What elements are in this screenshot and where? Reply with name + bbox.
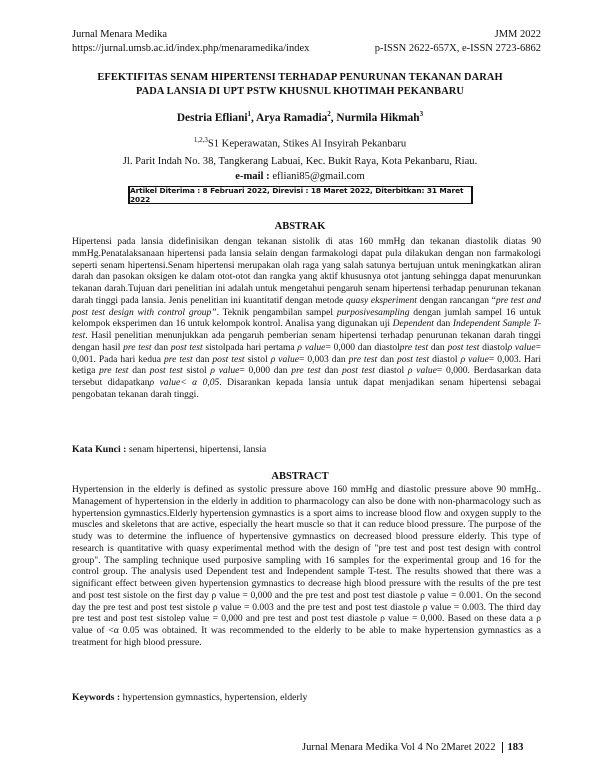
page-number: 183 <box>507 742 524 753</box>
abstrak-text: . Teknik pengambilan sampel <box>216 306 337 318</box>
abstrak-italic: ρ value <box>507 341 536 353</box>
abstrak-italic: pre test <box>123 341 152 353</box>
journal-date: JMM 2022 <box>494 29 541 40</box>
email-label: e-mail : <box>235 171 270 182</box>
footer-divider <box>502 742 503 753</box>
affiliation-sup: 1,2,3 <box>193 136 208 144</box>
article-dates: Artikel Diterima : 8 Februari 2022, Direvisi : 18 Maret 2022, Diterbitkan: 31 Maret 2022 <box>130 186 464 204</box>
keywords-label: Keywords : <box>72 692 121 703</box>
page-footer <box>302 742 523 753</box>
affiliation <box>60 132 540 170</box>
abstrak-text: . Hasil penelitian menunjukkan ada pengaruh pemberian senam hipertensi terhadap penurunan tekanan darah tinggi dengan hasil <box>72 330 541 353</box>
abstrak-italic: post test <box>212 353 245 365</box>
abstrak-italic: post test <box>170 341 203 353</box>
kata-kunci-line <box>72 444 541 455</box>
journal-name: Jurnal Menara Medika <box>72 29 168 40</box>
abstrak-italic: post test <box>341 365 375 377</box>
abstrak-text: sistol <box>182 365 211 377</box>
abstrak-italic: pre test <box>348 353 378 365</box>
author-name: Destria Efliani <box>176 111 248 124</box>
abstrak-italic: ρ value <box>460 353 489 365</box>
abstrak-italic: post test <box>149 365 183 377</box>
abstrak-italic: pre test and post test design with control group” <box>72 294 541 318</box>
abstrak-italic: post test <box>396 353 430 365</box>
abstrak-text: Hipertensi pada lansia didefinisikan dengan tekanan sistolik di atas 160 mmHg dan tekanan diastolik diatas 90 mmHg.Penatalaksanaan hipertensi pada lansia selain dengan farmakologi dapat pula dilakukan dengan non farmakologi seperti senam hipertensi.Senam hipertensi merupakan olah raga yang salah satunya bertujuan untuk meningkatkan aliran darah dan pasokan oksigen ke dalam otot-otot dan rangka yang aktif khususnya otot jantung sehingga dapat menurunkan tekanan darah.Tujuan dari penelitian ini adalah untuk mengetahui pengaruh senam hipertensi terhadap penurunan tekanan darah tinggi pada lansia. Jenis penelitian ini kuantitatif dengan metode <box>72 236 541 306</box>
abstrak-italic: quasy eksperiment <box>345 294 417 306</box>
abstrak-text: dan <box>377 353 397 365</box>
abstrak-text: diastol <box>374 365 408 377</box>
abstrak-text: . Disarankan kepada lansia untuk dapat menjadikan senam hipertensi sebagai pengobatan tekanan darah tinggi. <box>72 377 541 400</box>
author-name: Nurmila Hikmah <box>336 111 420 124</box>
affiliation-address: Jl. Parit Indah No. 38, Tangkerang Labuai, Kec. Bukit Raya, Kota Pekanbaru, Riau. <box>122 155 478 167</box>
running-header-top <box>72 29 541 40</box>
abstrak-italic: Independent Sample T-test <box>72 318 542 341</box>
email-address[interactable]: efliani85@gmail.com <box>272 171 365 182</box>
abstrak-italic: pre test <box>291 365 321 377</box>
email-line <box>60 171 540 182</box>
journal-url[interactable]: https://jurnal.umsb.ac.id/index.php/menaramedika/index <box>72 43 310 54</box>
abstrak-italic: post test <box>447 341 480 353</box>
paper-title-line-2: PADA LANSIA DI UPT PSTW KHUSNUL KHOTIMAH PEKANBARU <box>135 86 465 97</box>
abstrak-text: dan <box>192 353 213 365</box>
abstrak-italic: ρ value <box>407 365 437 377</box>
keywords-line <box>72 692 541 703</box>
keywords-value: hypertension gymnastics, hypertension, elderly <box>120 692 308 703</box>
author-sup: 1 <box>247 110 251 118</box>
abstrak-text: dengan jumlah sampel 16 untuk kelompok eksperimen dan 16 untuk kelompok kontrol. Analisa yang digunakan uji <box>72 306 541 330</box>
kata-kunci-label: Kata Kunci : <box>72 444 127 455</box>
affiliation-institution: S1 Keperawatan, Stikes Al Insyirah Pekanbaru <box>207 138 407 150</box>
abstrak-italic: pre test <box>399 341 429 353</box>
abstract-body: Hypertension in the elderly is defined as systolic pressure above 160 mmHg and diastolic pressure above 90 mmHg.. Management of hypertension in the elderly in addition to pharmacology can also be done with non-pharmacology such as hypertension gymnastics.Elderly hypertension gymnastics is a sport aims to increase blood flow and oxygen supply to the muscles and skeletons that are active, especially the heart muscle so that it can reduce blood pressure. The purpose of the study was to determine the influence of hypertensive gymnastics on decreased blood pressure elderly. This type of research is quantitative with quasy experimental method with the design of "pre test and post test design with control group". The sampling technique used purposive sampling with 16 samples for the experimental group and 16 for the control group. The analysis used Dependent test and Independent sample T-test. The results showed that there was a significant effect between given hypertension gymnastics to decrease high blood pressure with the results of the pre test and post test sistole on the first day ρ value = 0,000 and the pre test and post test diastole ρ value = 0.001. On the second day the pre test and post test sistole ρ value = 0.003 and the pre test and post test diastole ρ value = 0.003. The third day pre test and post test sistoleρ value = 0,000 and pre test and post test diastole ρ value = 0,000. Based on these data a ρ value of <α 0.05 was obtained. It was recommended to the elderly to be able to make hypertension gymnastics as a treatment for high blood pressure. <box>72 484 541 648</box>
abstrak-text: = 0,000. Berdasarkan data tersebut didapatkan <box>72 365 542 388</box>
abstrak-italic: ρ value< α 0,05 <box>149 377 220 388</box>
abstrak-text: dan <box>151 341 171 353</box>
abstrak-heading: ABSTRAK <box>274 221 326 232</box>
paper-title <box>60 71 540 99</box>
abstrak-italic: ρ value <box>210 365 240 377</box>
abstrak-text: = 0,000 dan <box>239 365 292 377</box>
author-list: Destria Efliani$^1$, Arya Ramadia$^2$, Nurmila Hikmah$^3$ <box>176 110 424 124</box>
abstrak-text: diastol <box>429 353 461 365</box>
footer-citation: Jurnal Menara Medika Vol 4 No 2Maret 2022 <box>302 742 496 753</box>
paper-title-line-1: EFEKTIFITAS SENAM HIPERTENSI TERHADAP PENURUNAN TEKANAN DARAH <box>97 72 503 83</box>
abstrak-text: = 0,003 dan <box>298 353 349 365</box>
abstrak-text: dan <box>433 318 453 330</box>
article-dates-box <box>128 186 473 204</box>
abstrak-italic: Dependent <box>392 318 434 330</box>
abstrak-text: = 0,000 dan diastol <box>325 341 400 353</box>
abstrak-text: dengan rancangan “ <box>416 294 496 306</box>
author-name: Arya Ramadia <box>256 111 328 124</box>
abstrak-text: dan <box>128 365 150 377</box>
abstrak-text: diastol <box>479 341 508 353</box>
abstrak-text: sistolpada hari pertama <box>202 341 298 353</box>
abstrak-italic: ρ value <box>270 353 299 365</box>
abstrak-italic: ρ value <box>297 341 326 353</box>
author-sup: 2 <box>327 110 331 118</box>
abstract-heading: ABSTRACT <box>271 471 329 482</box>
author-sup: 3 <box>419 110 424 118</box>
abstrak-italic: purposivesampling <box>336 306 410 318</box>
abstrak-text: dan <box>428 341 448 353</box>
abstrak-text: = 0,003. Hari ketiga <box>72 353 542 377</box>
journal-issn: p-ISSN 2622-657X, e-ISSN 2723-6862 <box>374 43 541 54</box>
abstrak-italic: pre test <box>99 365 129 377</box>
abstrak-body <box>72 236 541 401</box>
running-header-bottom <box>72 43 541 54</box>
abstrak-text: dan <box>320 365 342 377</box>
abstrak-italic: pre test <box>164 353 193 365</box>
kata-kunci-value: senam hipertensi, hipertensi, lansia <box>126 444 267 455</box>
abstrak-text: = 0,001. Pada hari kedua <box>72 341 541 365</box>
abstrak-text: sistol <box>244 353 271 365</box>
